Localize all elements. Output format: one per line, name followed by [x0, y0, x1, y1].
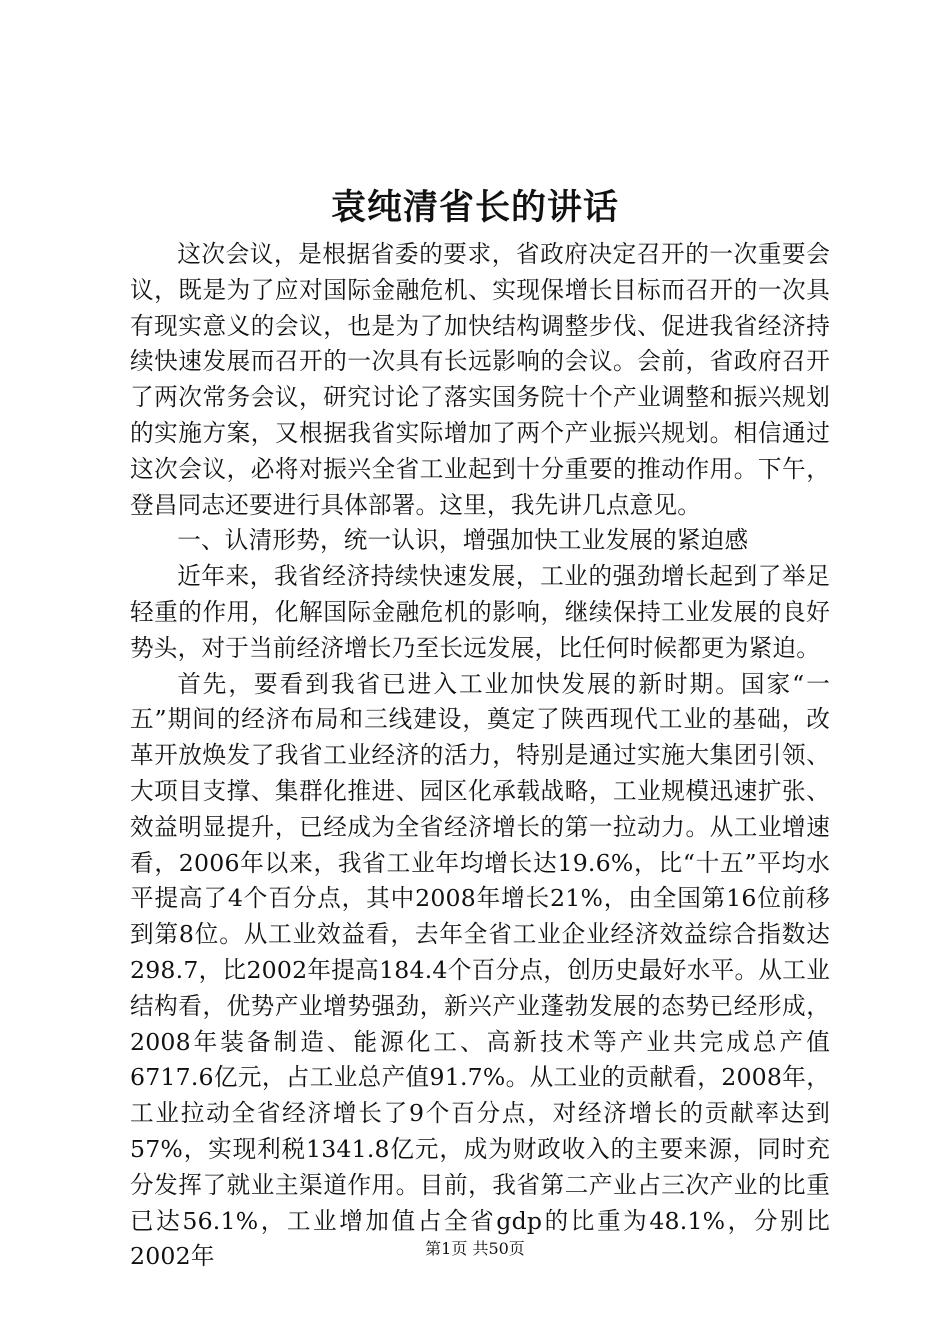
- section-heading-1: 一、认清形势，统一认识，增强加快工业发展的紧迫感: [177, 526, 749, 555]
- page-footer: 第1页 共50页: [425, 1239, 525, 1258]
- paragraph-intro: 这次会议，是根据省委的要求，省政府决定召开的一次重要会议，既是为了应对国际金融危机、实现保增长目标而召开的一次具有现实意义的会议，也是为了加快结构调整步伐、促进我省经济持续快速发展而召开的一次具有长远影响的会议。会前，省政府召开了两次常务会议，研究讨论了落实国务院十个产业调整和振兴规划的实施方案，又根据我省实际增加了两个产业振兴规划。相信通过这次会议，必将对振兴全省工业起到十分重要的推动作用。下午，登昌同志还要进行具体部署。这里，我先讲几点意见。: [130, 240, 830, 519]
- page-title: 袁纯清省长的讲话: [330, 187, 619, 228]
- document-body: [130, 237, 830, 1275]
- paragraph-recent-years: 近年来，我省经济持续快速发展，工业的强劲增长起到了举足轻重的作用，化解国际金融危机的影响，继续保持工业发展的良好势头，对于当前经济增长乃至长远发展，比任何时候都更为紧迫。: [130, 562, 830, 662]
- paragraph-first-point: 首先，要看到我省已进入工业加快发展的新时期。国家“一五”期间的经济布局和三线建设，奠定了陕西现代工业的基础，改革开放焕发了我省工业经济的活力，特别是通过实施大集团引领、大项目支撑、集群化推进、园区化承载战略，工业规模迅速扩张、效益明显提升，已经成为全省经济增长的第一拉动力。从工业增速看，2006年以来，我省工业年均增长达19.6%，比“十五”平均水平提高了4个百分点，其中2008年增长21%，由全国第16位前移到第8位。从工业效益看，去年全省工业企业经济效益综合指数达298.7，比2002年提高184.4个百分点，创历史最好水平。从工业结构看，优势产业增势强劲，新兴产业蓬勃发展的态势已经形成，2008年装备制造、能源化工、高新技术等产业共完成总产值6717.6亿元，占工业总产值91.7%。从工业的贡献看，2008年，工业拉动全省经济增长了9个百分点，对经济增长的贡献率达到57%，实现利税1341.8亿元，成为财政收入的主要来源，同时充分发挥了就业主渠道作用。目前，我省第二产业占三次产业的比重已达56.1%，工业增加值占全省gdp的比重为48.1%，分别比2002年: [130, 669, 830, 1271]
